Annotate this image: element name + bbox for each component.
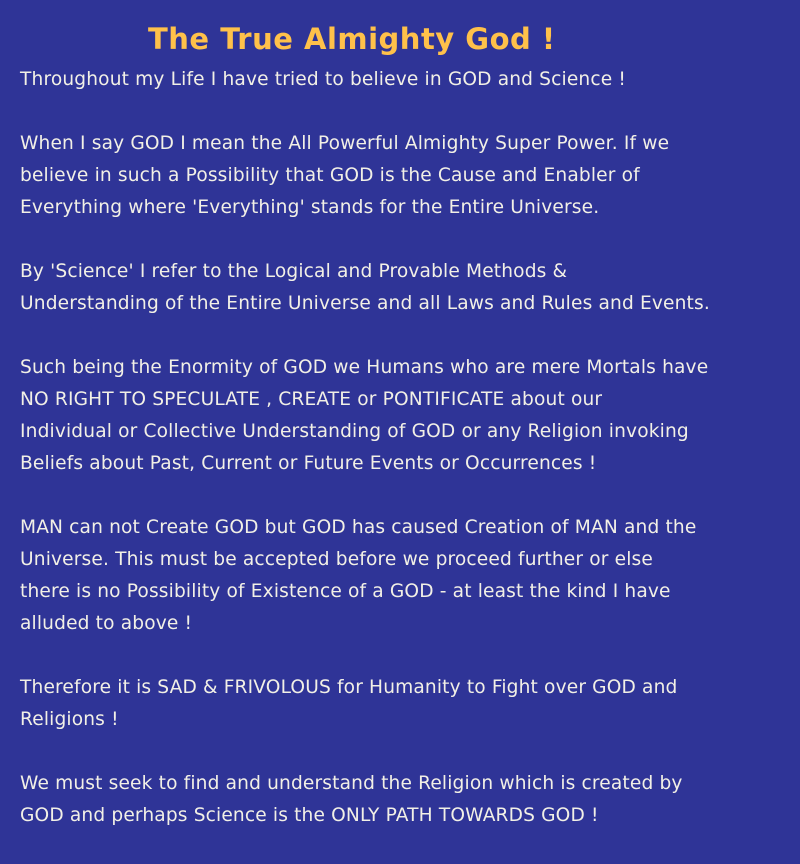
text-line: By 'Science' I refer to the Logical and Provable Methods & — [20, 261, 568, 282]
page-title: The True Almighty God ! — [148, 22, 556, 56]
text-line: Therefore it is SAD & FRIVOLOUS for Humanity to Fight over GOD and — [20, 677, 678, 698]
text-line: Universe. This must be accepted before we proceed further or else — [20, 549, 653, 570]
body-text — [20, 64, 795, 864]
text-line: Throughout my Life I have tried to believe in GOD and Science ! — [20, 69, 626, 90]
paragraph-1 — [20, 64, 795, 96]
paragraph-2 — [20, 128, 795, 224]
text-line: Such being the Enormity of GOD we Humans who are mere Mortals have — [20, 357, 709, 378]
text-line: When I say GOD I mean the All Powerful Almighty Super Power. If we — [20, 133, 670, 154]
text-line: Everything where 'Everything' stands for the Entire Universe. — [20, 197, 600, 218]
paragraph-5 — [20, 512, 795, 640]
paragraph-4 — [20, 352, 795, 480]
paragraph-3 — [20, 256, 795, 320]
paragraph-7 — [20, 768, 795, 832]
text-line: Religions ! — [20, 709, 119, 730]
text-line: Beliefs about Past, Current or Future Events or Occurrences ! — [20, 453, 597, 474]
text-line: alluded to above ! — [20, 613, 193, 634]
text-line: GOD and perhaps Science is the ONLY PATH TOWARDS GOD ! — [20, 805, 599, 826]
text-line: NO RIGHT TO SPECULATE , CREATE or PONTIFICATE about our — [20, 389, 603, 410]
text-line: MAN can not Create GOD but GOD has caused Creation of MAN and the — [20, 517, 697, 538]
text-line: Understanding of the Entire Universe and all Laws and Rules and Events. — [20, 293, 710, 314]
text-line: We must seek to find and understand the Religion which is created by — [20, 773, 683, 794]
text-line: there is no Possibility of Existence of a GOD - at least the kind I have — [20, 581, 671, 602]
paragraph-6 — [20, 672, 795, 736]
text-line: believe in such a Possibility that GOD is the Cause and Enabler of — [20, 165, 640, 186]
text-line: Individual or Collective Understanding of GOD or any Religion invoking — [20, 421, 689, 442]
